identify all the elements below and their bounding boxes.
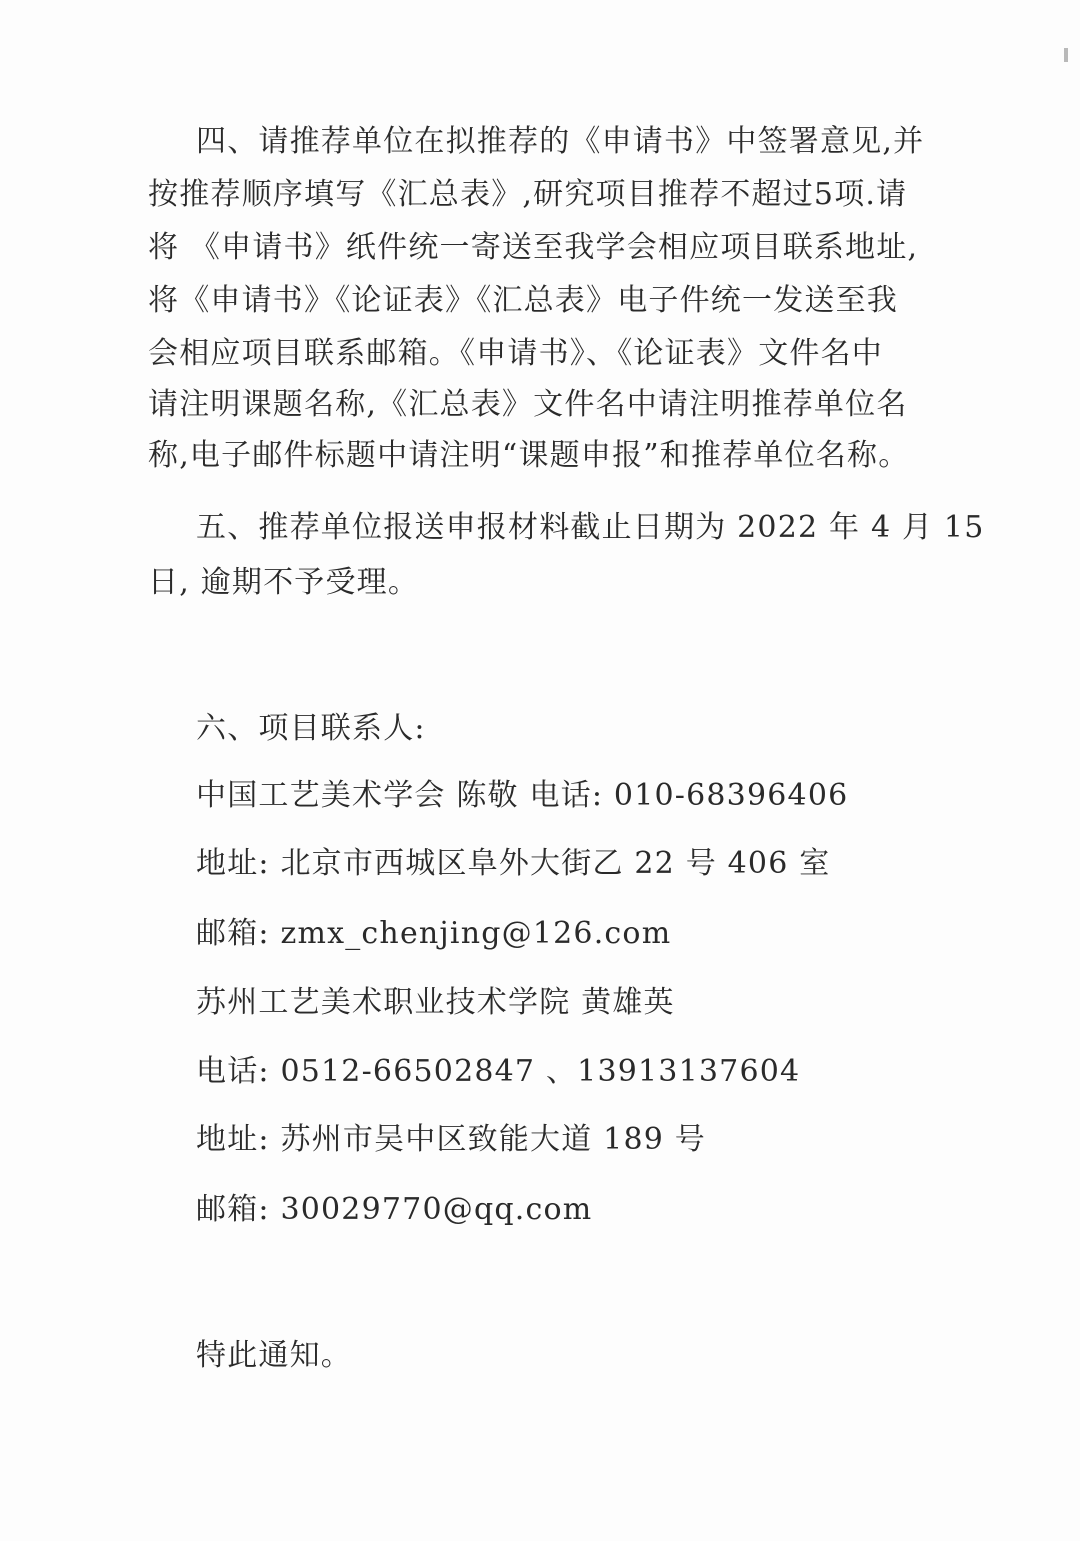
paragraph-4-line-3: 将 《申请书》纸件统一寄送至我学会相应项目联系地址, xyxy=(148,230,919,265)
paragraph-4-line-2: 按推荐顺序填写《汇总表》,研究项目推荐不超过5项.请 xyxy=(148,177,908,212)
paragraph-4-line-7: 称,电子邮件标题中请注明“课题申报”和推荐单位名称。 xyxy=(148,438,910,473)
closing-text: 特此通知。 xyxy=(196,1338,352,1373)
contact-2-name: 苏州工艺美术职业技术学院 黄雄英 xyxy=(196,985,675,1020)
paragraph-5-line-1: 五、推荐单位报送申报材料截止日期为 2022 年 4 月 15 xyxy=(196,510,985,545)
contact-1-email: 邮箱: zmx_chenjing@126.com xyxy=(196,916,672,951)
paragraph-4-line-1: 四、请推荐单位在拟推荐的《申请书》中签署意见,并 xyxy=(196,124,925,159)
scan-mark xyxy=(1064,48,1068,62)
contact-1-name-phone: 中国工艺美术学会 陈敬 电话: 010-68396406 xyxy=(196,778,849,813)
paragraph-4-line-6: 请注明课题名称,《汇总表》文件名中请注明推荐单位名 xyxy=(148,387,908,422)
contacts-heading: 六、项目联系人: xyxy=(196,711,426,746)
paragraph-4-line-4: 将《申请书》《论证表》《汇总表》电子件统一发送至我 xyxy=(148,283,898,318)
contact-1-address: 地址: 北京市西城区阜外大街乙 22 号 406 室 xyxy=(196,846,831,881)
contact-2-address: 地址: 苏州市吴中区致能大道 189 号 xyxy=(196,1122,706,1157)
contact-2-phone: 电话: 0512-66502847 、13913137604 xyxy=(196,1054,801,1089)
paragraph-4-line-5: 会相应项目联系邮箱。《申请书》、《论证表》文件名中 xyxy=(148,336,883,371)
contact-2-email: 邮箱: 30029770@qq.com xyxy=(196,1192,593,1227)
paragraph-5-line-2: 日, 逾期不予受理。 xyxy=(148,565,420,600)
